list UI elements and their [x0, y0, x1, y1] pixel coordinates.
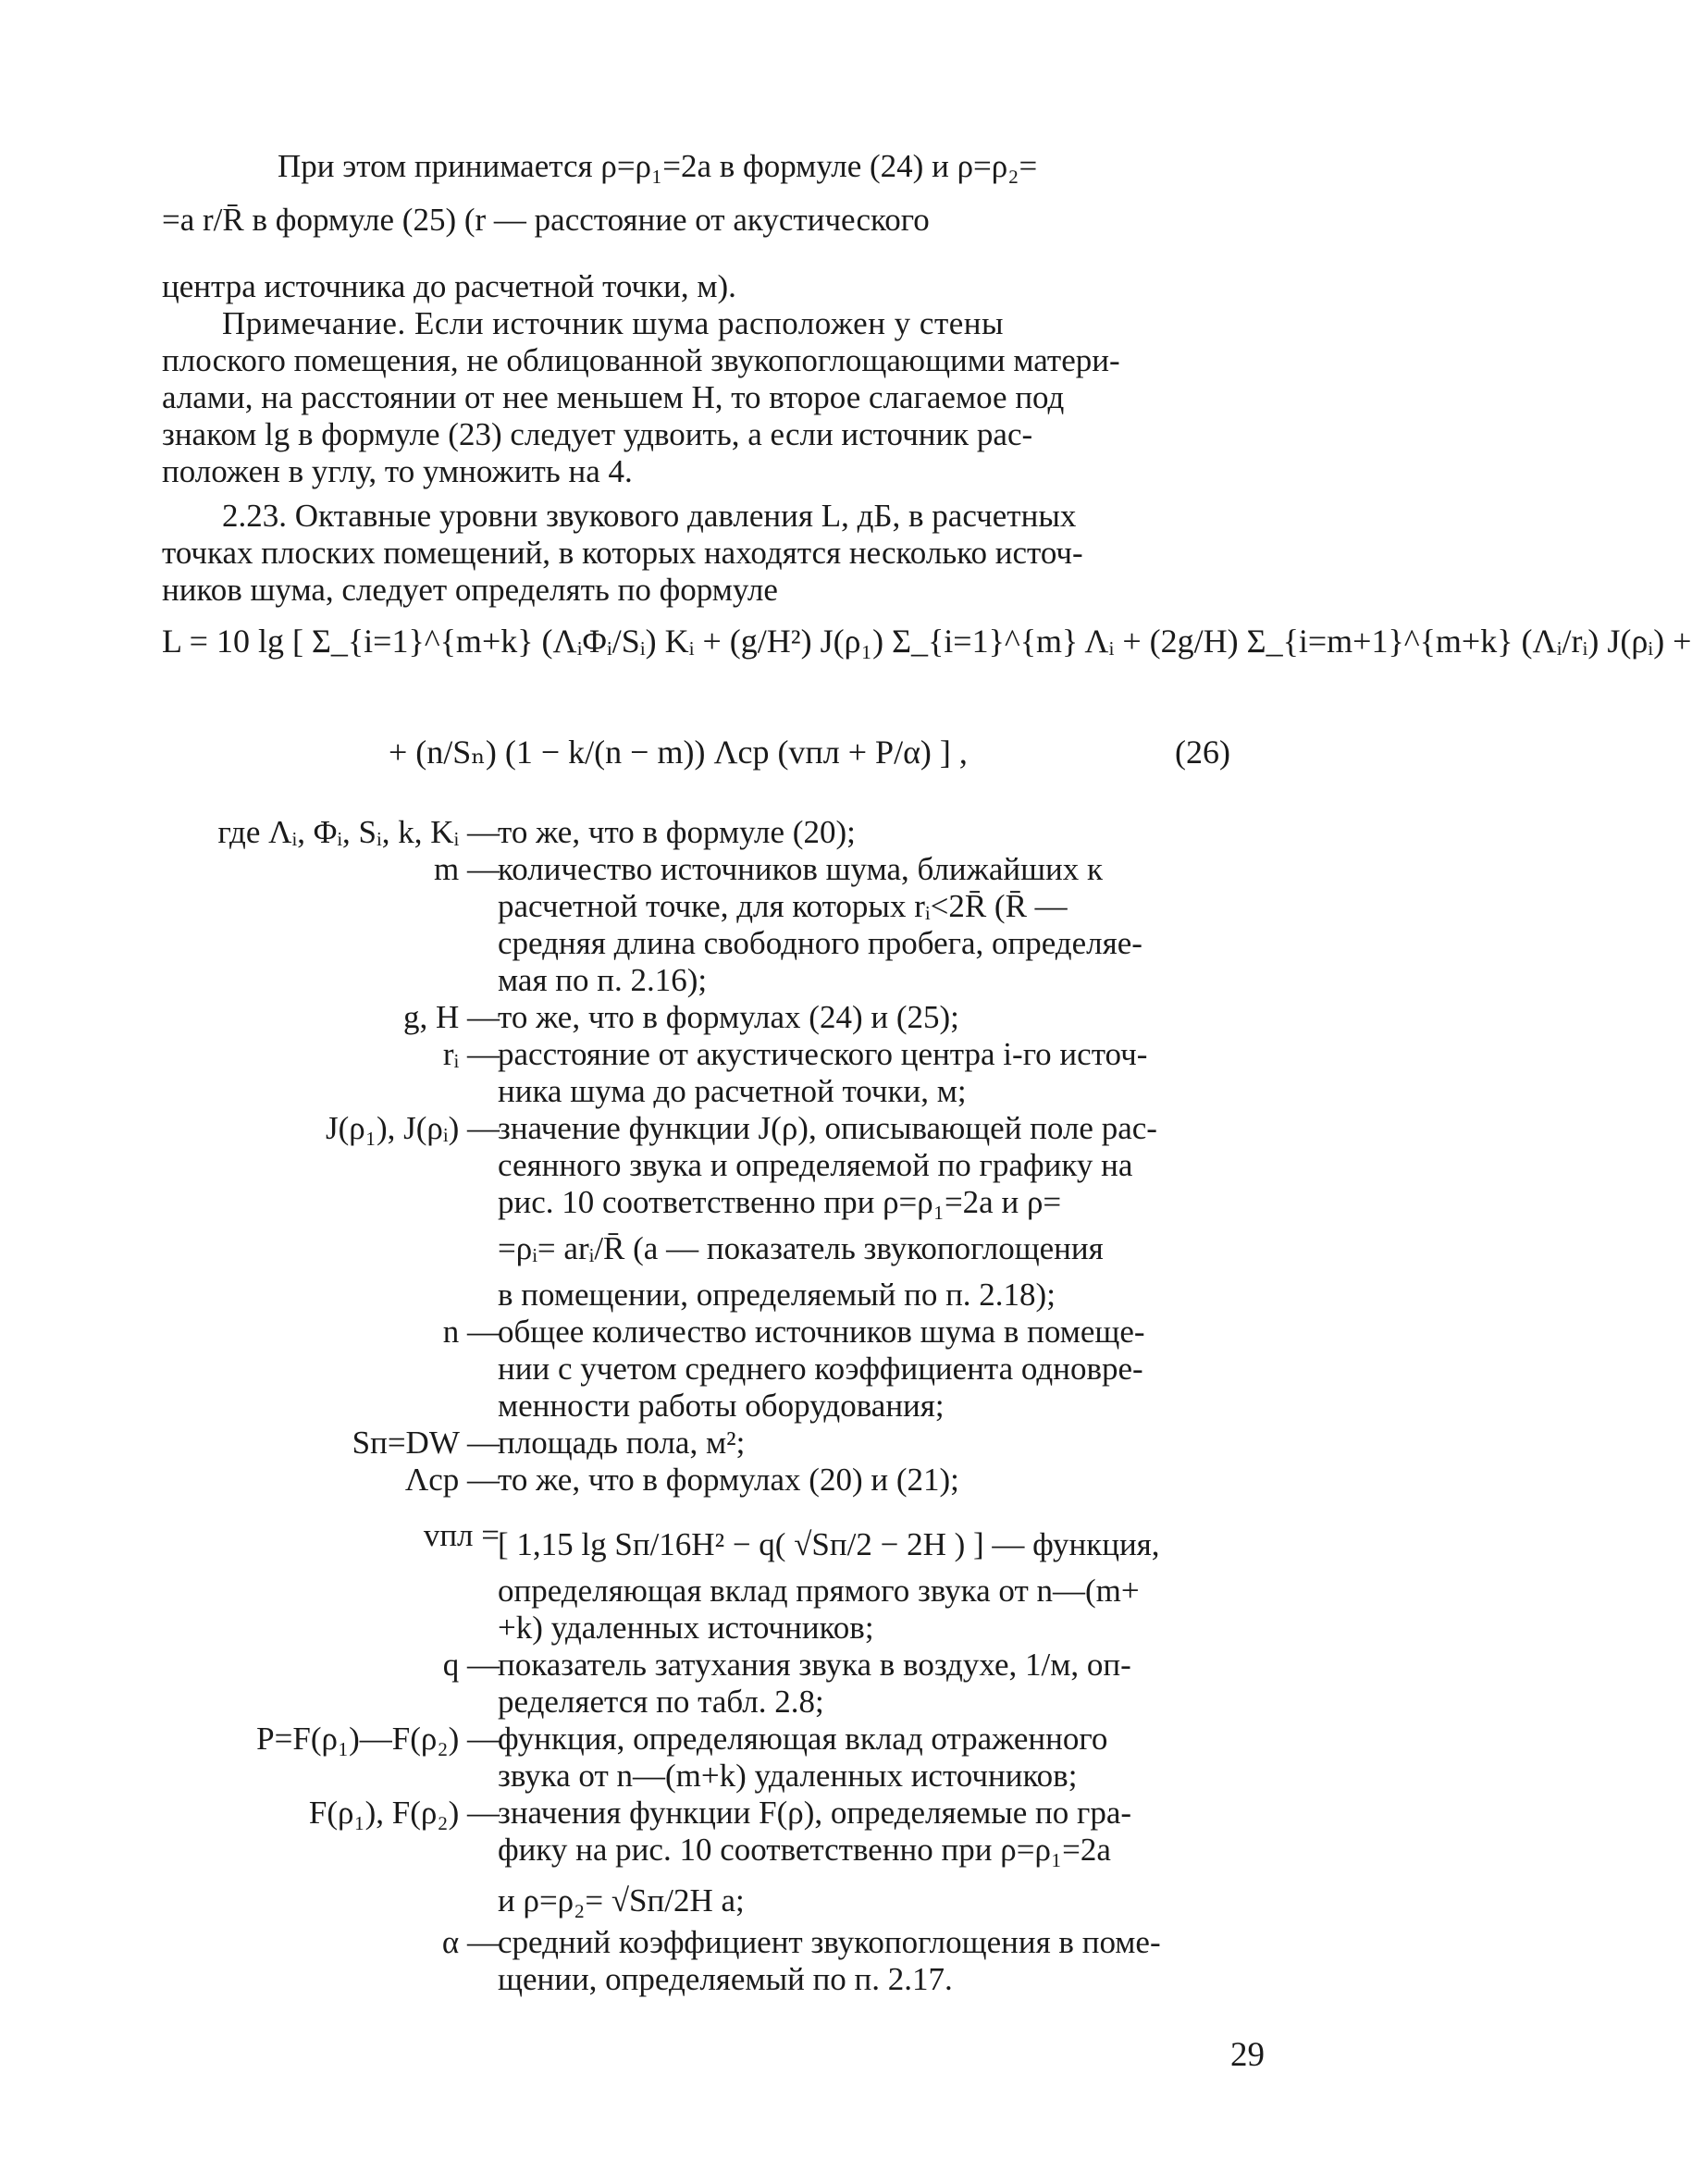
- definition-term: α —: [441, 1924, 500, 1960]
- definition-text: [498, 1036, 1266, 1110]
- definition-text: [498, 1721, 1266, 1795]
- definition-line: площадь пола, м²;: [498, 1425, 746, 1461]
- definition-line: ределяется по табл. 2.8;: [498, 1684, 824, 1720]
- definition-line: определяющая вклад прямого звука от n—(m+: [498, 1573, 1140, 1609]
- definition-line: общее количество источников шума в помеще-: [498, 1314, 1145, 1350]
- intro-line: При этом принимается ρ=ρ₁=2a в формуле (24) и ρ=ρ₂=: [278, 148, 1038, 184]
- section-paragraph: [162, 498, 1249, 609]
- definition-line: в помещении, определяемый по п. 2.18);: [498, 1277, 1056, 1313]
- formula-number: (26): [1175, 734, 1230, 771]
- definition-text: [498, 851, 1266, 999]
- intro-line: =a r/R̄ в формуле (25) (r — расстояние от акустического: [162, 202, 930, 238]
- definition-text: [498, 1425, 1266, 1462]
- intro-line: центра источника до расчетной точки, м).: [162, 268, 736, 304]
- definition-line: и ρ=ρ₂= √Sп/2H a;: [498, 1882, 745, 1919]
- definition-line: значение функции J(ρ), описывающей поле рас-: [498, 1110, 1157, 1146]
- note-line: алами, на расстоянии от нее меньшем H, то второе слагаемое под: [162, 379, 1065, 415]
- note-line: Примечание. Если источник шума расположен у стены: [222, 305, 1005, 341]
- definition-line: +k) удаленных источников;: [498, 1610, 874, 1646]
- definition-term: P=F(ρ₁)—F(ρ₂) —: [256, 1721, 500, 1757]
- definition-line: =ρᵢ= arᵢ/R̄ (a — показатель звукопоглощения: [498, 1230, 1104, 1266]
- definition-line: рис. 10 соответственно при ρ=ρ₁=2a и ρ=: [498, 1184, 1062, 1220]
- definition-line: звука от n—(m+k) удаленных источников;: [498, 1758, 1078, 1794]
- definition-text: [498, 1517, 1266, 1647]
- definition-text: [498, 1314, 1266, 1425]
- definition-line: менности работы оборудования;: [498, 1388, 945, 1424]
- definition-text: [498, 1647, 1266, 1721]
- definition-line: показатель затухания звука в воздухе, 1/м, оп-: [498, 1647, 1131, 1683]
- definition-line: расчетной точке, для которых rᵢ<2R̄ (R̄ —: [498, 888, 1068, 924]
- definition-line: то же, что в формуле (20);: [498, 814, 856, 850]
- definition-line: то же, что в формулах (24) и (25);: [498, 999, 959, 1035]
- definition-line: мая по п. 2.16);: [498, 962, 708, 998]
- intro-paragraph: [162, 148, 1249, 185]
- section-line: 2.23. Октавные уровни звукового давления L, дБ, в расчетных: [222, 498, 1077, 534]
- intro-paragraph-2: [162, 202, 1249, 239]
- definition-line: то же, что в формулах (20) и (21);: [498, 1462, 959, 1498]
- definition-line: фику на рис. 10 соответственно при ρ=ρ₁=2a: [498, 1832, 1111, 1868]
- definition-text: [498, 1110, 1266, 1314]
- section-line: точках плоских помещений, в которых находятся несколько источ-: [162, 535, 1083, 571]
- intro-paragraph-3: [162, 268, 1249, 305]
- definition-term: Sп=DW —: [352, 1425, 500, 1461]
- definition-text: [498, 999, 1266, 1036]
- definition-text: [498, 1462, 1266, 1499]
- section-line: ников шума, следует определять по формуле: [162, 572, 778, 608]
- definition-text: [498, 1924, 1266, 1998]
- note-line: знаком lg в формуле (23) следует удвоить, а если источник рас-: [162, 416, 1033, 452]
- definition-text: [498, 1795, 1266, 1933]
- definition-term: где Λᵢ, Φᵢ, Sᵢ, k, Kᵢ —: [217, 814, 500, 850]
- definition-line: ника шума до расчетной точки, м;: [498, 1073, 967, 1109]
- definition-term: vпл =: [423, 1517, 500, 1553]
- definition-line: количество источников шума, ближайших к: [498, 851, 1104, 887]
- definition-term: n —: [442, 1314, 500, 1350]
- page-number: 29: [1230, 2036, 1265, 2074]
- definition-line: средняя длина свободного пробега, определяе-: [498, 925, 1142, 961]
- definition-term: g, H —: [402, 999, 500, 1035]
- definition-text: [498, 814, 1266, 851]
- definition-term: J(ρ₁), J(ρᵢ) —: [326, 1110, 500, 1146]
- definition-term: Λср —: [404, 1462, 500, 1498]
- formula-line-2: + (n/Sₙ) (1 − k/(n − m)) Λср (vпл + P/α) ] ,: [389, 734, 968, 771]
- definition-line: расстояние от акустического центра i-го источ-: [498, 1036, 1148, 1072]
- definition-line: средний коэффициент звукопоглощения в поме-: [498, 1924, 1161, 1960]
- definition-term: m —: [434, 851, 500, 887]
- definition-line: нии с учетом среднего коэффициента одновре-: [498, 1351, 1143, 1387]
- note-line: положен в углу, то умножить на 4.: [162, 453, 633, 489]
- definition-line: [ 1,15 lg Sп/16H² − q( √Sп/2 − 2H ) ] — функция,: [498, 1526, 1160, 1562]
- definition-term: rᵢ —: [442, 1036, 500, 1072]
- definition-line: щении, определяемый по п. 2.17.: [498, 1961, 953, 1997]
- definition-line: значения функции F(ρ), определяемые по гра-: [498, 1795, 1132, 1831]
- note-line: плоского помещения, не облицованной звукопоглощающими матери-: [162, 342, 1120, 378]
- definition-line: функция, определяющая вклад отраженного: [498, 1721, 1108, 1757]
- definition-term: q —: [442, 1647, 500, 1683]
- formula-line-1: L = 10 lg [ Σ_{i=1}^{m+k} (ΛᵢΦᵢ/Sᵢ) Kᵢ + (g/H²) J(ρ₁) Σ_{i=1}^{m} Λᵢ + (2g/H) Σ_{i=m+1}^{m+k} (Λᵢ/rᵢ) J(ρᵢ) +: [162, 623, 1692, 660]
- note-paragraph: [162, 305, 1249, 490]
- definition-term: F(ρ₁), F(ρ₂) —: [308, 1795, 500, 1831]
- definition-line: сеянного звука и определяемой по графику на: [498, 1147, 1133, 1183]
